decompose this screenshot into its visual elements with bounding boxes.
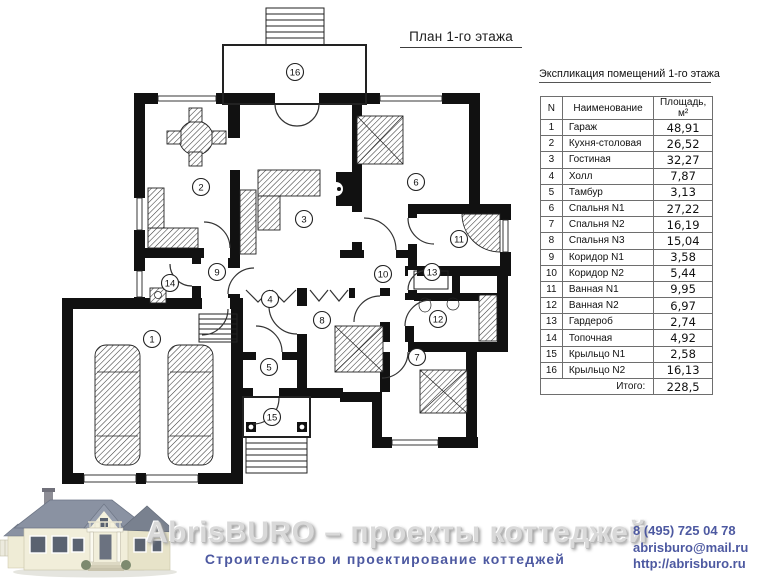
room-marker — [430, 311, 447, 328]
room-marker — [261, 359, 278, 376]
table-row — [541, 346, 713, 362]
table-cell: 27,22 — [654, 200, 713, 216]
website-link[interactable]: http://abrisburo.ru — [633, 556, 746, 571]
table-row — [541, 249, 713, 265]
table-cell: Гардероб — [562, 314, 653, 330]
table-cell: 3,13 — [654, 184, 713, 200]
table-cell: 26,52 — [654, 136, 713, 152]
svg-text:14: 14 — [164, 278, 176, 290]
table-cell: 3,58 — [654, 249, 713, 265]
table-cell: 13 — [541, 314, 563, 330]
room-marker — [375, 266, 392, 283]
table-cell: 16 — [541, 362, 563, 378]
svg-text:4: 4 — [267, 294, 273, 306]
room-marker — [193, 179, 210, 196]
svg-text:9: 9 — [214, 267, 220, 279]
room-explication — [537, 68, 720, 395]
table-row — [541, 330, 713, 346]
brand-logo-text: AbrisBURO – проекты коттеджей — [146, 516, 648, 549]
table-cell: 2,74 — [654, 314, 713, 330]
room-marker — [144, 331, 161, 348]
brand-tagline: Строительство и проектирование коттеджей — [204, 551, 566, 567]
table-cell: 2,58 — [654, 346, 713, 362]
table-cell: Спальня N1 — [562, 200, 653, 216]
table-row — [541, 152, 713, 168]
table-cell: Ванная N1 — [562, 281, 653, 297]
table-total-row — [541, 379, 713, 395]
table-cell: 16,13 — [654, 362, 713, 378]
table-row — [541, 265, 713, 281]
room-explication-table — [540, 96, 713, 395]
svg-text:3: 3 — [301, 214, 307, 226]
table-row — [541, 281, 713, 297]
table-cell: 8 — [541, 233, 563, 249]
column-header: Площадь, м² — [654, 97, 713, 120]
svg-text:10: 10 — [377, 269, 389, 281]
total-label: Итого: — [541, 379, 654, 395]
table-cell: Крыльцо N2 — [562, 362, 653, 378]
table-cell: 15,04 — [654, 233, 713, 249]
fireplace — [329, 172, 354, 206]
table-row — [541, 298, 713, 314]
table-cell: Гараж — [562, 120, 653, 136]
svg-text:15: 15 — [266, 412, 278, 424]
table-cell: 16,19 — [654, 217, 713, 233]
table-cell: 9 — [541, 249, 563, 265]
table-cell: 2 — [541, 136, 563, 152]
total-value: 228,5 — [654, 379, 713, 395]
table-row — [541, 120, 713, 136]
table-cell: 12 — [541, 298, 563, 314]
room-marker — [264, 409, 281, 426]
table-cell: Тамбур — [562, 184, 653, 200]
table-row — [541, 168, 713, 184]
email-link[interactable]: abrisburo@mail.ru — [633, 539, 749, 555]
table-cell: 1 — [541, 120, 563, 136]
phone-number: 8 (495) 725 04 78 — [633, 523, 736, 538]
table-cell: 48,91 — [654, 120, 713, 136]
svg-text:11: 11 — [454, 234, 464, 246]
table-cell: Крыльцо N1 — [562, 346, 653, 362]
table-row — [541, 184, 713, 200]
table-cell: 4 — [541, 168, 563, 184]
svg-text:2: 2 — [198, 182, 204, 194]
table-row — [541, 362, 713, 378]
room-marker — [296, 211, 313, 228]
room-marker — [262, 291, 279, 308]
table-row — [541, 233, 713, 249]
room-marker — [424, 264, 441, 281]
column-header: N — [541, 97, 563, 120]
table-cell: Спальня N2 — [562, 217, 653, 233]
table-cell: 4,92 — [654, 330, 713, 346]
table-cell: 7 — [541, 217, 563, 233]
table-cell: Коридор N2 — [562, 265, 653, 281]
room-marker — [209, 264, 226, 281]
contact-block — [633, 523, 748, 573]
room-marker — [408, 174, 425, 191]
room-marker — [314, 312, 331, 329]
svg-text:13: 13 — [426, 267, 438, 279]
footer-brand — [146, 516, 648, 567]
table-cell: 6,97 — [654, 298, 713, 314]
svg-text:5: 5 — [266, 362, 272, 374]
svg-text:12: 12 — [432, 314, 444, 326]
table-cell: Ванная N2 — [562, 298, 653, 314]
table-cell: 32,27 — [654, 152, 713, 168]
column-header: Наименование — [562, 97, 653, 120]
room-marker — [287, 64, 304, 81]
table-row — [541, 314, 713, 330]
table-cell: 14 — [541, 330, 563, 346]
table-caption: Экспликация помещений 1-го этажа — [539, 68, 711, 83]
table-cell: 7,87 — [654, 168, 713, 184]
table-cell: 3 — [541, 152, 563, 168]
room-marker — [451, 231, 468, 248]
svg-text:6: 6 — [413, 177, 419, 189]
table-cell: 5 — [541, 184, 563, 200]
table-row — [541, 200, 713, 216]
table-cell: Топочная — [562, 330, 653, 346]
svg-text:1: 1 — [149, 334, 155, 346]
table-cell: 15 — [541, 346, 563, 362]
room-marker — [409, 349, 426, 366]
table-cell: Холл — [562, 168, 653, 184]
svg-text:16: 16 — [289, 67, 301, 79]
table-row — [541, 136, 713, 152]
table-row — [541, 217, 713, 233]
furniture — [95, 108, 500, 465]
table-cell: 9,95 — [654, 281, 713, 297]
table-cell: Гостиная — [562, 152, 653, 168]
page-title: План 1-го этажа — [400, 29, 522, 48]
table-cell: 11 — [541, 281, 563, 297]
table-header-row — [541, 97, 713, 120]
room-marker — [162, 275, 179, 292]
table-cell: 10 — [541, 265, 563, 281]
svg-text:7: 7 — [414, 352, 420, 364]
table-cell: 5,44 — [654, 265, 713, 281]
table-cell: Кухня-столовая — [562, 136, 653, 152]
table-cell: 6 — [541, 200, 563, 216]
table-cell: Спальня N3 — [562, 233, 653, 249]
table-cell: Коридор N1 — [562, 249, 653, 265]
svg-text:8: 8 — [319, 315, 325, 327]
